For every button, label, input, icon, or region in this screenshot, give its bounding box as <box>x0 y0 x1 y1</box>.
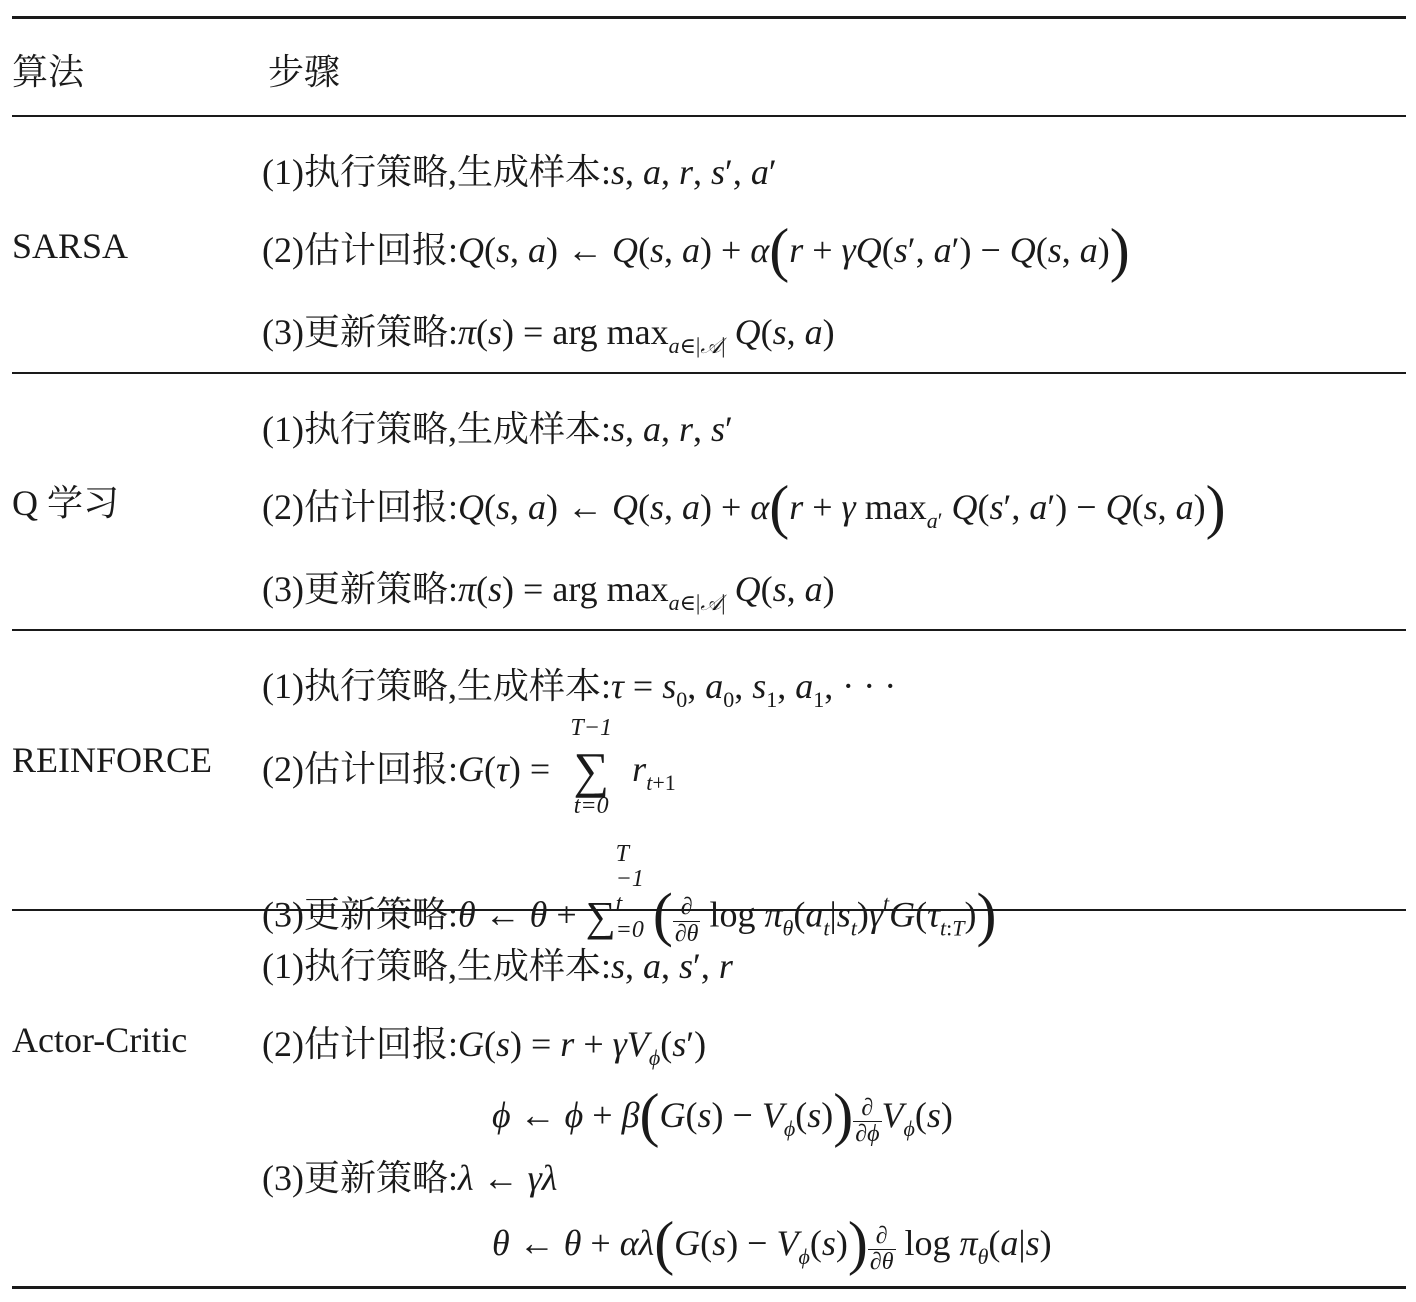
top-rule <box>12 16 1406 19</box>
step-label: (3)更新策略: <box>262 894 458 935</box>
sarsa-step-3: (3)更新策略:π(s) = arg $\max_{a\in|𝒜|} Q(s$, a) <box>262 312 835 358</box>
ac-step-3: (3)更新策略:λ ← γλ <box>262 1158 558 1198</box>
q-step-1: (1)执行策略,生成样本:s, a, r, s′ <box>262 409 733 449</box>
q-step-2: (2)估计回报:Q(s, a) ← Q(s, a) + α(r + γ $\max_{a'} Q(s'$, a′) − Q(s, a)) <box>262 474 1226 540</box>
bottom-rule <box>12 1286 1406 1289</box>
step-label: (3)更新策略: <box>262 569 458 609</box>
step-label: (3)更新策略: <box>262 1158 458 1198</box>
step-label: (1)执行策略,生成样本: <box>262 409 611 449</box>
q-step-3: (3)更新策略:π(s) = arg $\max_{a\in|𝒜|} Q(s$, a) <box>262 569 835 615</box>
algo-q-learning: Q 学习 <box>12 483 119 523</box>
sarsa-step-1: (1)执行策略,生成样本:s, a, r, s′, a′ <box>262 152 777 192</box>
header-steps: 步骤 <box>268 52 341 92</box>
reinforce-step-3: (3)更新策略:θ ← θ + ∑ T −1 t =0 ( $\frac{\partial}{\partial\theta}$ $\log \pi_\theta(a_t|s_t)\gamma^tG(\tau_{t:T})$) <box>262 841 997 948</box>
step-label: (1)执行策略,生成样本: <box>262 152 611 192</box>
step-label: (1)执行策略,生成样本: <box>262 666 611 706</box>
algo-sarsa: SARSA <box>12 226 129 266</box>
step-label: (2)估计回报: <box>262 487 458 527</box>
ac-step-1: (1)执行策略,生成样本:s, a, s′, r <box>262 946 733 986</box>
reinforce-step-1: (1)执行策略,生成样本:τ = $s_0$, $a_0$, $s_1$, $a_1$, · · · <box>262 666 897 712</box>
header-algorithm: 算法 <box>12 52 85 92</box>
ac-step-3b: θ ← $\theta + \alpha\lambda(G(s) - V_\phi(s))$ $\frac{\partial}{\partial\theta}$ $\log \pi_\theta(a|s)$ <box>492 1210 1052 1277</box>
algo-reinforce: REINFORCE <box>12 740 213 780</box>
ac-step-2: (2)估计回报:G(s) = $r + \gamma V_\phi(s')$ <box>262 1024 707 1070</box>
sum-operator: T−1 ∑ t=0 <box>570 715 612 819</box>
step-label: (2)估计回报: <box>262 1024 458 1064</box>
step-label: (3)更新策略: <box>262 312 458 352</box>
row-rule-1 <box>12 372 1406 374</box>
algo-actor-critic: Actor-Critic <box>12 1020 188 1060</box>
ac-step-2b: ϕ ← $\phi + \beta(G(s) - V_\phi(s))$ $\frac{\partial}{\partial\phi}$ $V_\phi(s)$ <box>492 1082 953 1149</box>
sarsa-step-2: (2)估计回报:Q(s, a) ← Q(s, a) + α(r + γQ(s′, a′) − Q(s, a)) <box>262 217 1130 283</box>
reinforce-step-2: (2)估计回报:G(τ) = T−1 ∑ t=0 $r_{t+1}$ <box>262 715 676 819</box>
row-rule-2 <box>12 629 1406 631</box>
header-rule <box>12 115 1406 117</box>
step-label: (1)执行策略,生成样本: <box>262 946 611 986</box>
step-label: (2)估计回报: <box>262 230 458 270</box>
step-label: (2)估计回报: <box>262 749 458 789</box>
